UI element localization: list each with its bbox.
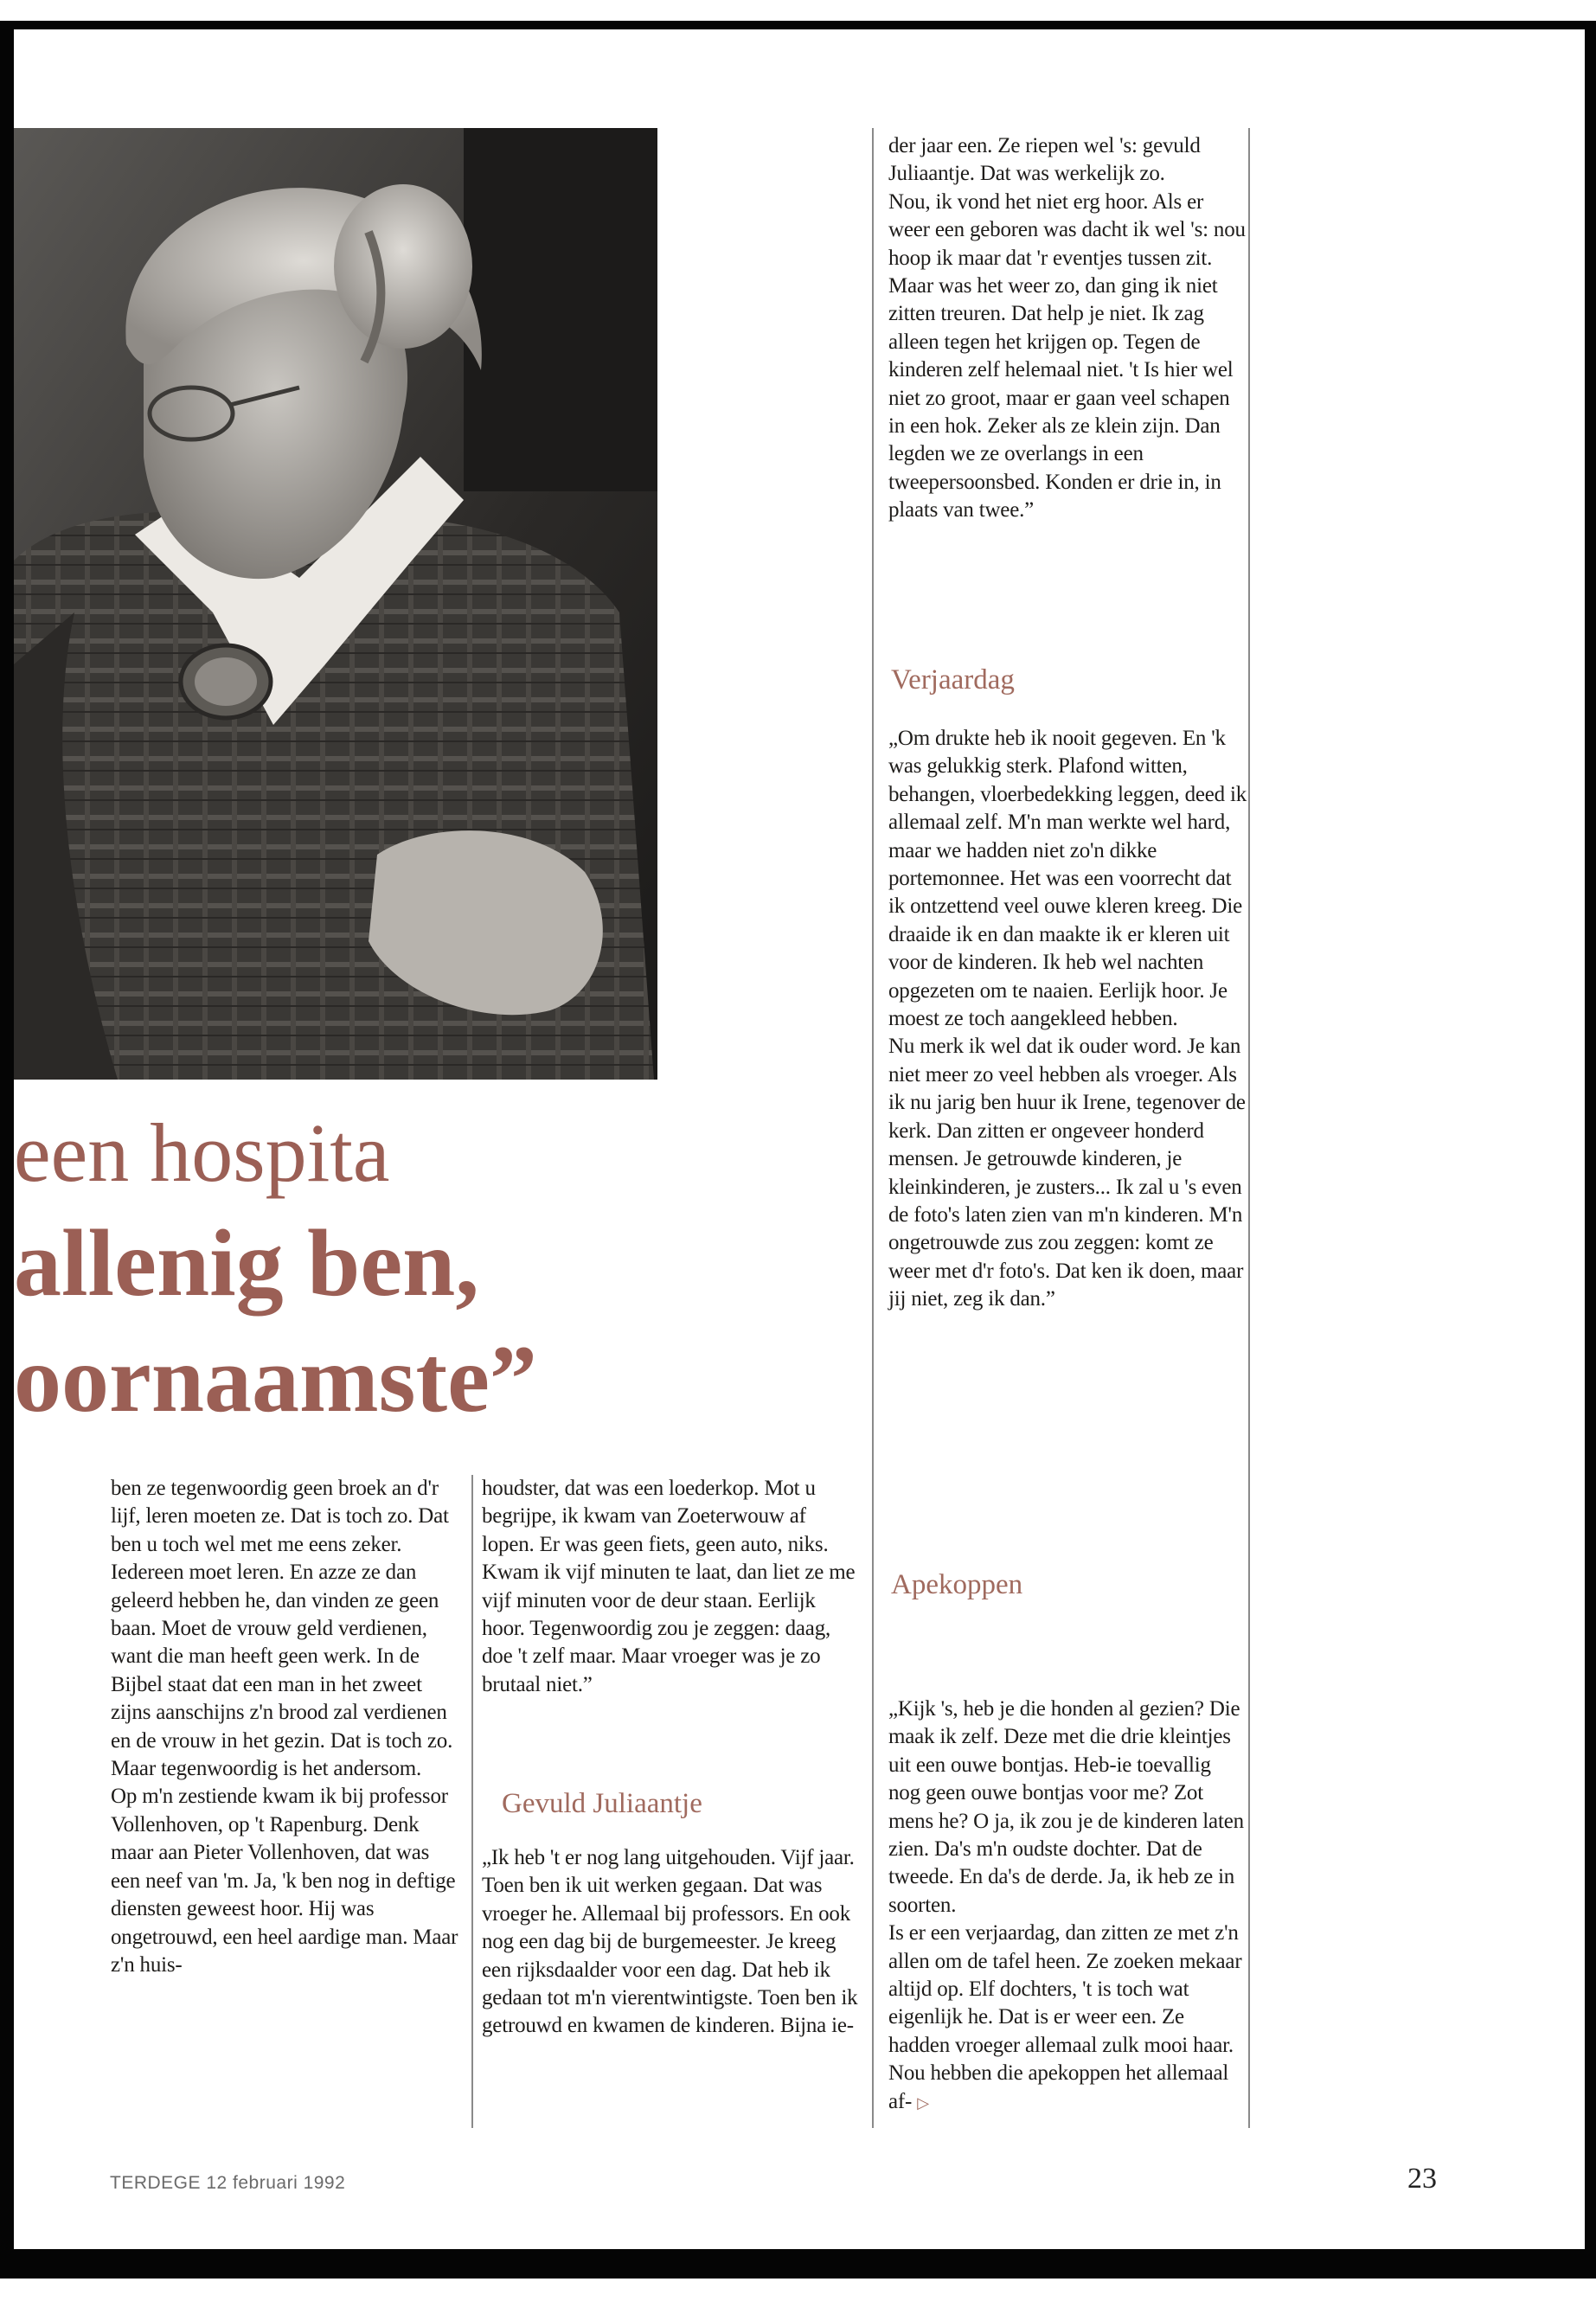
paragraph (888, 1920, 1247, 2117)
column-divider-1 (471, 1475, 473, 2128)
hair-bun (334, 184, 472, 349)
paragraph: Nu merk ik wel dat ik ouder word. Je kan niet meer zo veel hebben als vroeger. Als ik nu jarig ben huur ik Irene, tegenover de kerk. Dan zitten er ongeveer honderd mensen. Je getrouwde kinderen, je kleinkinderen, je zusters... Ik zal u 's even de foto's laten zien van m'n kinderen. M'n ongetrouwde zus zou zeggen: komt ze weer met d'r foto's. Dat ken ik doen, maar jij niet, zeg ik dan.” (888, 1035, 1246, 1311)
article-column-3-middle (888, 725, 1247, 1314)
scan-border-right (1585, 21, 1596, 2257)
scan-border-top (0, 21, 1596, 29)
article-column-1 (111, 1475, 461, 1979)
paragraph: der jaar een. Ze riepen wel 's: gevuld Juliaantje. Dat was werkelijk zo. (888, 134, 1201, 186)
publication-footer: TERDEGE 12 februari 1992 (110, 2173, 346, 2193)
headline-line-1: een hospita (14, 1106, 390, 1199)
page-number: 23 (1407, 2163, 1437, 2195)
paragraph: Nou, ik vond het niet erg hoor. Als er weer een geboren was dacht ik wel 's: nou hoop ik maar dat 'r eventjes tussen zit. Maar was het weer zo, dan ging ik niet zitten treuren. Dat help je niet. Ik zag alleen tegen het krijgen op. Tegen de kinderen zelf helemaal niet. 't Is hier wel niet zo groot, maar er gaan veel schapen in een hok. Zeker als ze klein zijn. Dan legden we ze overlangs in een tweepersoonsbed. Konden er drie in, in plaats van twee.” (888, 189, 1246, 522)
paragraph: „Om drukte heb ik nooit gegeven. En 'k was gelukkig sterk. Plafond witten, behangen, vloerbedekking leggen, deed ik allemaal zelf. M'n man werkte wel hard, maar we hadden niet zo'n dikke portemonnee. Het was een voorrecht dat ik ontzettend veel ouwe kleren kreeg. Die draaide ik en dan maakte ik er kleren uit voor de kinderen. Ik heb wel nachten opgezeten om te naaien. Eerlijk hoor. Je moest ze toch aangekleed hebben. (888, 727, 1247, 1031)
dark-background-panel (464, 128, 657, 491)
headline-line-3: oornaamste” (14, 1326, 537, 1432)
article-column-2-continued (482, 1844, 862, 2041)
portrait-photo (14, 128, 657, 1080)
paragraph: „Kijk 's, heb je die honden al gezien? Die maak ik zelf. Deze met die drie kleintjes uit een ouwe bontjas. Heb-ie toevallig nog geen ouwe bontjas voor me? Zot mens he? O ja, ik zou je de kinderen laten zien. Da's m'n oudste dochter. Dat de tweede. En da's de derde. Ja, ik heb ze in soorten. (888, 1697, 1244, 1917)
paragraph: Op m'n zestiende kwam ik bij professor Vollenhoven, op 't Rapenburg. Denk maar aan Pieter Vollenhoven, dat was een neef van 'm. Ja, 'k ben nog in deftige diensten geweest hoor. Hij was ongetrouwd, een heel aardige man. Maar z'n huis- (111, 1785, 458, 1977)
portrait-illustration (14, 128, 657, 1080)
column-divider-2 (872, 128, 874, 2128)
headline-line-2: allenig ben, (14, 1210, 479, 1316)
article-column-3 (888, 132, 1247, 525)
subheading-verjaardag: Verjaardag (891, 664, 1015, 695)
subheading-gevuld-juliaantje: Gevuld Juliaantje (502, 1788, 702, 1819)
brooch-center (195, 657, 257, 706)
scan-border-left (0, 21, 14, 2257)
column-divider-3 (1248, 128, 1250, 2128)
continue-arrow-icon: ▷ (917, 2093, 929, 2112)
subheading-apekoppen: Apekoppen (891, 1569, 1023, 1600)
article-column-2 (482, 1475, 862, 1699)
paragraph: ben ze tegenwoordig geen broek an d'r lijf, leren moeten ze. Dat is toch zo. Dat ben u toch wel met me eens zeker. Iedereen moet leren. En azze ze dan geleerd hebben he, dan vinden ze geen baan. Moet de vrouw geld verdienen, want die man heeft geen werk. In de Bijbel staat dat een man in het zweet zijns aanschijns z'n brood zal verdienen en de vrouw in het gezin. Dat is toch zo. Maar tegenwoordig is het andersom. (111, 1477, 453, 1781)
paragraph: „Ik heb 't er nog lang uitgehouden. Vijf jaar. Toen ben ik uit werken gegaan. Dat was vroeger he. Allemaal bij professors. En ook nog een dag bij de burgemeester. Je kreeg een rijksdaalder voor een dag. Dat heb ik gedaan tot m'n vierentwintigste. Toen ben ik getrouwd en kwamen de kinderen. Bijna ie- (482, 1846, 858, 2038)
paragraph-text: Is er een verjaardag, dan zitten ze met z'n allen om de tafel heen. Ze zoeken mekaar altijd op. Elf dochters, 't is toch wat eigenlijk he. Dat is er weer een. Ze hadden vroeger allemaal zulk mooi haar. Nou hebben die apekoppen het allemaal af- (888, 1921, 1242, 2113)
scan-border-bottom (0, 2249, 1596, 2279)
article-column-3-lower (888, 1695, 1247, 2117)
paragraph: houdster, dat was een loederkop. Mot u begrijpe, ik kwam van Zoeterwouw af lopen. Er was geen fiets, geen auto, niks. Kwam ik vijf minuten te laat, dan liet ze me vijf minuten voor de deur staan. Eerlijk hoor. Tegenwoordig zou je zeggen: daag, doe 't zelf maar. Maar vroeger was je zo brutaal niet.” (482, 1477, 856, 1696)
